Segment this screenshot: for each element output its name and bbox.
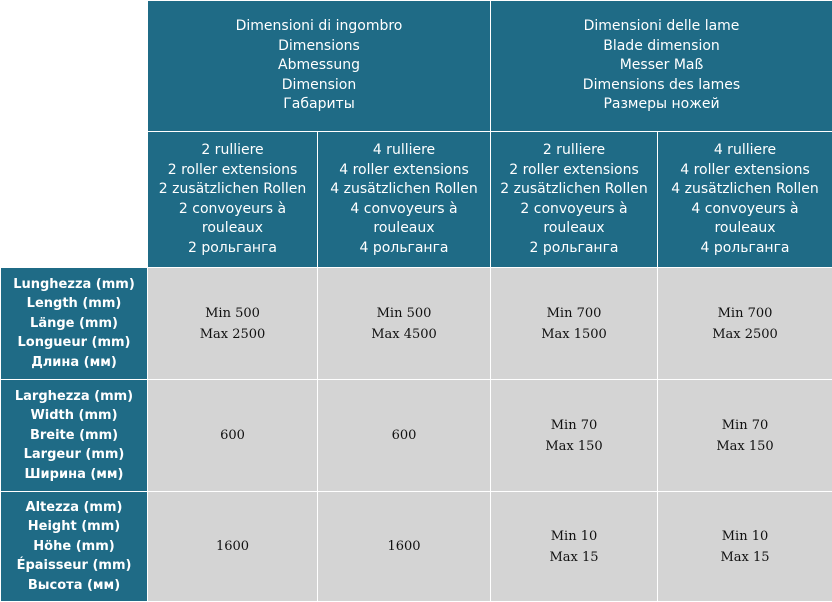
header-line: Messer Maß — [491, 56, 832, 76]
value-line: Min 70 — [658, 415, 832, 436]
row-label-line: Épaisseur (mm) — [1, 556, 147, 576]
value-line: Max 150 — [658, 436, 832, 457]
row-label-line: Larghezza (mm) — [1, 387, 147, 407]
subheader-line: 2 roller extensions — [148, 161, 317, 181]
value-line: 600 — [318, 425, 490, 446]
value-line: Min 10 — [491, 526, 657, 547]
row-label-line: Altezza (mm) — [1, 498, 147, 518]
value-line: Min 70 — [491, 415, 657, 436]
table-row — [1, 492, 832, 602]
row-label-line: Länge (mm) — [1, 314, 147, 334]
value-line: Min 700 — [491, 303, 657, 324]
corner-cell — [1, 1, 148, 132]
value-cell — [148, 492, 318, 602]
row-label-line: Width (mm) — [1, 406, 147, 426]
value-line: Max 2500 — [658, 324, 832, 345]
value-line: Max 15 — [491, 547, 657, 568]
value-line: Min 10 — [658, 526, 832, 547]
row-label-line: Breite (mm) — [1, 426, 147, 446]
subheader-line: 2 rulliere — [148, 141, 317, 161]
row-label-line: Длина (мм) — [1, 353, 147, 373]
value-line: Min 500 — [148, 303, 317, 324]
subheader-2-rollers-blade — [491, 132, 658, 268]
overall-dimensions-header — [148, 1, 491, 132]
value-line: Min 700 — [658, 303, 832, 324]
subheader-line: 4 zusätzlichen Rollen — [658, 180, 832, 200]
row-label-height — [1, 492, 148, 602]
row-label-line: Longueur (mm) — [1, 333, 147, 353]
subheader-line: 2 рольганга — [148, 239, 317, 259]
table-row — [1, 268, 832, 380]
blade-dimensions-header — [491, 1, 832, 132]
value-cell — [491, 492, 658, 602]
subheader-line: 2 zusätzlichen Rollen — [491, 180, 657, 200]
subheader-line: 2 rulliere — [491, 141, 657, 161]
subheader-line: 2 convoyeurs à — [148, 200, 317, 220]
value-line: 1600 — [148, 536, 317, 557]
row-label-width — [1, 380, 148, 492]
subheader-line: rouleaux — [318, 219, 490, 239]
value-cell — [148, 380, 318, 492]
table-row — [1, 380, 832, 492]
header-line: Dimension — [148, 76, 490, 96]
subheader-line: 4 roller extensions — [658, 161, 832, 181]
row-label-line: Высота (мм) — [1, 576, 147, 596]
value-line: 1600 — [318, 536, 490, 557]
header-line: Dimensioni delle lame — [491, 17, 832, 37]
subheader-line: 2 zusätzlichen Rollen — [148, 180, 317, 200]
subheader-line: rouleaux — [491, 219, 657, 239]
value-cell — [658, 268, 832, 380]
subheader-line: rouleaux — [658, 219, 832, 239]
value-cell — [491, 268, 658, 380]
header-line: Dimensions des lames — [491, 76, 832, 96]
header-line: Dimensioni di ingombro — [148, 17, 490, 37]
value-line: Min 500 — [318, 303, 490, 324]
subheader-line: 4 rulliere — [318, 141, 490, 161]
subheader-line: 2 рольганга — [491, 239, 657, 259]
subheader-4-rollers-blade — [658, 132, 832, 268]
value-line: Max 15 — [658, 547, 832, 568]
subheader-line: 2 roller extensions — [491, 161, 657, 181]
row-label-line: Height (mm) — [1, 517, 147, 537]
header-line: Blade dimension — [491, 37, 832, 57]
subheader-line: 4 rulliere — [658, 141, 832, 161]
subheader-line: 4 convoyeurs à — [318, 200, 490, 220]
value-line: Max 2500 — [148, 324, 317, 345]
value-line: Max 1500 — [491, 324, 657, 345]
value-cell — [148, 268, 318, 380]
subheader-line: rouleaux — [148, 219, 317, 239]
subheader-4-rollers — [318, 132, 491, 268]
row-label-line: Höhe (mm) — [1, 537, 147, 557]
header-line: Габариты — [148, 95, 490, 115]
subheader-line: 4 рольганга — [318, 239, 490, 259]
value-line: Max 4500 — [318, 324, 490, 345]
value-cell — [491, 380, 658, 492]
row-label-line: Length (mm) — [1, 294, 147, 314]
value-cell — [318, 492, 491, 602]
value-line: Max 150 — [491, 436, 657, 457]
subheader-line: 4 рольганга — [658, 239, 832, 259]
value-cell — [318, 380, 491, 492]
row-label-length — [1, 268, 148, 380]
subheader-line: 4 convoyeurs à — [658, 200, 832, 220]
corner-cell — [1, 132, 148, 268]
value-cell — [318, 268, 491, 380]
value-cell — [658, 492, 832, 602]
header-line: Dimensions — [148, 37, 490, 57]
row-label-line: Ширина (мм) — [1, 465, 147, 485]
subheader-line: 4 zusätzlichen Rollen — [318, 180, 490, 200]
row-label-line: Lunghezza (mm) — [1, 275, 147, 295]
row-label-line: Largeur (mm) — [1, 445, 147, 465]
value-line: 600 — [148, 425, 317, 446]
header-line: Размеры ножей — [491, 95, 832, 115]
subheader-2-rollers — [148, 132, 318, 268]
subheader-line: 4 roller extensions — [318, 161, 490, 181]
subheader-line: 2 convoyeurs à — [491, 200, 657, 220]
header-line: Abmessung — [148, 56, 490, 76]
value-cell — [658, 380, 832, 492]
